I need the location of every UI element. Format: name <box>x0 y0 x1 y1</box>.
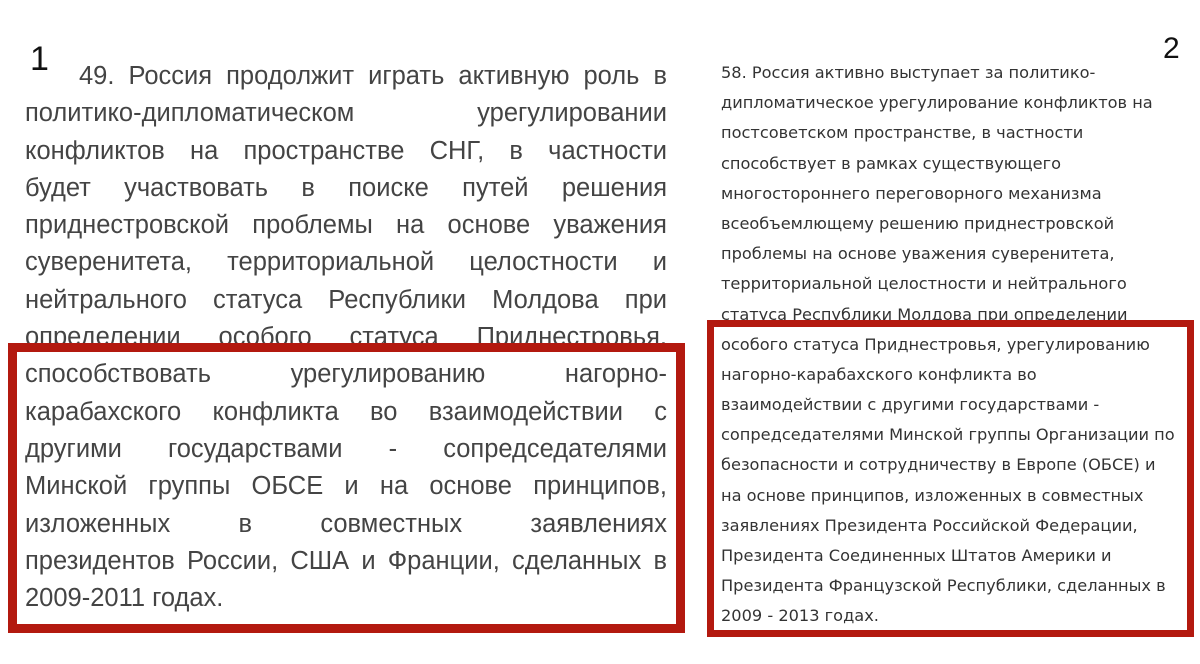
paragraph-line: 58. Россия активно выступает за политико- <box>721 63 1096 82</box>
paragraph-line: конфликтов на пространстве СНГ, в частности <box>25 136 667 165</box>
paragraph-line: дипломатическое урегулирование конфликтов на <box>721 93 1153 113</box>
paragraph-line: нейтрального статуса Республики Молдова при <box>25 285 667 314</box>
paragraph-line: приднестровской проблемы на основе уважения <box>25 211 667 240</box>
paragraph-line: 2009-2011 годах. <box>25 584 224 613</box>
paragraph-line: проблемы на основе уважения суверенитета, <box>721 244 1115 264</box>
paragraph-line: постсоветском пространстве, в частности <box>721 123 1084 143</box>
paragraph-line: особого статуса Приднестровья, урегулированию <box>721 334 1150 354</box>
paragraph-line: взаимодействии с другими государствами - <box>721 395 1100 415</box>
paragraph-line: нагорно-карабахского конфликта во <box>721 364 1037 384</box>
paragraph-line: Президента Французской Республики, сделанных в <box>721 576 1166 596</box>
paragraph-line: изложенных в совместных заявлениях <box>25 509 667 538</box>
paragraph-line: определении особого статуса Приднестровья, <box>25 323 667 352</box>
paragraph-line: будет участвовать в поиске путей решения <box>25 173 667 202</box>
paragraph-line: президентов России, США и Франции, сделанных в <box>25 546 667 575</box>
paragraph-line: заявлениях Президента Российской Федерации, <box>721 515 1138 535</box>
paragraph-line: Минской группы ОБСЕ и на основе принципов, <box>25 472 667 501</box>
paragraph-line: на основе принципов, изложенных в совместных <box>721 485 1144 505</box>
paragraph-line: другими государствами - сопредседателями <box>25 434 667 463</box>
paragraph-line: 2009 - 2013 годах. <box>721 606 879 626</box>
panel-number-left: 1 <box>30 40 49 78</box>
paragraph-line: территориальной целостности и нейтрального <box>721 274 1127 294</box>
paragraph-line: суверенитета, территориальной целостности и <box>25 248 667 277</box>
paragraph-line: политико-дипломатическом урегулировании <box>25 99 667 128</box>
right-document-paragraph <box>721 58 1191 632</box>
paragraph-line: статуса Республики Молдова при определении <box>721 304 1128 324</box>
paragraph-line: многостороннего переговорного механизма <box>721 183 1102 203</box>
paragraph-line: карабахского конфликта во взаимодействии с <box>25 397 667 426</box>
paragraph-line: Президента Соединенных Штатов Америки и <box>721 546 1112 565</box>
paragraph-line: способствовать урегулированию нагорно- <box>25 360 667 389</box>
paragraph-line: сопредседателями Минской группы Организации по <box>721 425 1175 445</box>
paragraph-line: всеобъемлющему решению приднестровской <box>721 213 1115 233</box>
paragraph-line: безопасности и сотрудничеству в Европе (ОБСЕ) и <box>721 455 1156 475</box>
paragraph-line: способствует в рамках существующего <box>721 153 1062 173</box>
paragraph-line: 49. Россия продолжит играть активную роль в <box>79 62 667 90</box>
left-document-paragraph <box>25 58 667 617</box>
panel-number-right: 2 <box>1163 32 1180 65</box>
